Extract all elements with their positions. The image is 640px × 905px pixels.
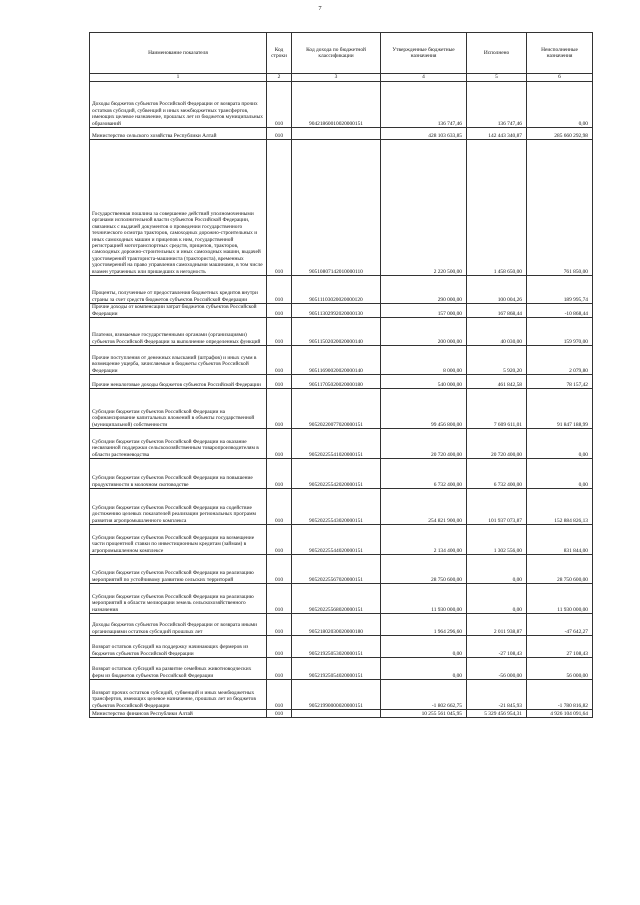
header-name: Наименование показателя [90,33,267,74]
row-executed: 167 868,44 [467,304,527,318]
row-line-code: 010 [267,584,292,614]
row-unexecuted: 78 157,42 [527,375,593,389]
row-unexecuted: 159 970,00 [527,318,593,346]
row-income-code: 90520225567020000151 [292,555,381,584]
table-row [90,389,593,429]
table-row [90,140,593,276]
row-executed: 100 004,26 [467,276,527,304]
row-unexecuted: 189 995,74 [527,276,593,304]
table-row [90,555,593,584]
row-unexecuted: 28 750 600,00 [527,555,593,584]
column-number: 5 [467,74,527,82]
page-number: 7 [318,5,322,12]
column-number-row [90,74,593,82]
header-executed: Исполнено [467,33,527,74]
table-row [90,636,593,658]
row-approved: 136 747,46 [381,82,467,128]
header-line-code: Код строки [267,33,292,74]
row-income-code: 90520225544020000151 [292,525,381,555]
header-unexecuted: Неисполненные назначения [527,33,593,74]
budget-revenue-table [89,32,593,718]
row-name: Прочие неналоговые доходы бюджетов субъектов Российской Федерации [90,375,267,389]
row-line-code: 010 [267,375,292,389]
table-row [90,680,593,710]
table-body [90,82,593,718]
row-income-code: 90511705020020000180 [292,375,381,389]
row-approved: 254 821 900,00 [381,489,467,525]
column-number: 6 [527,74,593,82]
row-unexecuted: 0,00 [527,459,593,489]
row-executed: 6 732 400,00 [467,459,527,489]
row-name: Субсидии бюджетам субъектов Российской Федерации на возмещение части процентной ставки по инвестиционным кредитам (займам) в агропромышленном комплексе [90,525,267,555]
row-unexecuted: 56 000,00 [527,658,593,680]
row-approved: 428 103 633,85 [381,128,467,140]
row-unexecuted: -10 868,44 [527,304,593,318]
table-row [90,525,593,555]
row-executed: -27 108,43 [467,636,527,658]
row-executed: 0,00 [467,555,527,584]
table-row [90,459,593,489]
row-approved: 2 220 500,00 [381,140,467,276]
row-name: Платежи, взимаемые государственными органами (организациями) субъектов Российской Федерации за выполнение определенных функций [90,318,267,346]
row-line-code: 010 [267,658,292,680]
table-row [90,304,593,318]
header-approved: Утвержденные бюджетные назначения [381,33,467,74]
row-executed: 101 937 073,87 [467,489,527,525]
row-approved: 0,00 [381,636,467,658]
row-line-code: 010 [267,555,292,584]
row-income-code: 90520225541020000151 [292,429,381,459]
row-income-code: 90521925053020000151 [292,636,381,658]
row-unexecuted: 2 079,80 [527,346,593,375]
row-executed: 2 011 938,87 [467,614,527,636]
row-name: Субсидии бюджетам субъектов Российской Федерации на оказание несвязанной поддержки сельскохозяйственным товаропроизводителям в области растениеводства [90,429,267,459]
row-unexecuted: -1 780 816,82 [527,680,593,710]
table-row [90,614,593,636]
row-line-code: 010 [267,636,292,658]
row-executed: 5 329 456 954,31 [467,710,527,718]
row-approved: 200 000,00 [381,318,467,346]
row-executed: 5 920,20 [467,346,527,375]
row-executed: 1 458 650,00 [467,140,527,276]
row-unexecuted: 152 884 826,13 [527,489,593,525]
row-income-code: 90521990000020000151 [292,680,381,710]
row-unexecuted: 11 930 000,00 [527,584,593,614]
row-name: Доходы бюджетов субъектов Российской Федерации от возврата иными организациями остатков субсидий прошлых лет [90,614,267,636]
row-executed: 40 030,00 [467,318,527,346]
row-income-code: 90511302992020000130 [292,304,381,318]
row-income-code [292,128,381,140]
row-name: Субсидии бюджетам субъектов Российской Федерации на софинансирование капитальных вложений в объекты государственной (муниципальной) собственности [90,389,267,429]
row-approved: 157 000,00 [381,304,467,318]
row-unexecuted: 27 108,43 [527,636,593,658]
row-executed: 1 302 556,00 [467,525,527,555]
row-name: Субсидии бюджетам субъектов Российской Федерации на повышение продуктивности в молочном скотоводстве [90,459,267,489]
row-unexecuted: -47 642,27 [527,614,593,636]
row-line-code: 010 [267,710,292,718]
table-row [90,489,593,525]
row-approved: 290 000,00 [381,276,467,304]
row-line-code: 010 [267,304,292,318]
row-unexecuted: 4 926 104 091,64 [527,710,593,718]
row-executed: 461 842,58 [467,375,527,389]
row-name: Прочие поступления от денежных взысканий (штрафов) и иных сумм в возмещение ущерба, зачисляемые в бюджеты субъектов Российской Федерации [90,346,267,375]
row-approved: 6 732 400,00 [381,459,467,489]
row-income-code: 90520225542020000151 [292,459,381,489]
row-name: Министерство финансов Республики Алтай [90,710,267,718]
row-name: Возврат прочих остатков субсидий, субвенций и иных межбюджетных трансфертов, имеющих целевое назначение, прошлых лет из бюджетов субъектов Российской Федерации [90,680,267,710]
row-name: Возврат остатков субсидий на поддержку начинающих фермеров из бюджетов субъектов Российской Федерации [90,636,267,658]
row-line-code: 010 [267,128,292,140]
row-executed: -21 845,93 [467,680,527,710]
table-row [90,584,593,614]
row-name: Субсидии бюджетам субъектов Российской Федерации на содействие достижению целевых показателей реализации региональных программ развития агропромышленного комплекса [90,489,267,525]
row-line-code: 010 [267,680,292,710]
column-number: 3 [292,74,381,82]
column-number: 2 [267,74,292,82]
table-row [90,346,593,375]
row-income-code: 90520220077020000151 [292,389,381,429]
row-approved: -1 802 662,75 [381,680,467,710]
row-approved: 10 255 561 045,95 [381,710,467,718]
row-executed: 136 747,46 [467,82,527,128]
row-approved: 540 000,00 [381,375,467,389]
row-line-code: 010 [267,389,292,429]
table-row [90,82,593,128]
row-line-code: 010 [267,82,292,128]
row-name: Проценты, полученные от предоставления бюджетных кредитов внутри страны за счет средств бюджетов субъектов Российской Федерации [90,276,267,304]
row-executed: -56 000,00 [467,658,527,680]
row-name: Субсидии бюджетам субъектов Российской Федерации на реализацию мероприятий по устойчивому развитию сельских территорий [90,555,267,584]
row-unexecuted: 0,00 [527,429,593,459]
row-line-code: 010 [267,489,292,525]
table-row [90,318,593,346]
row-income-code: 90511502020020000140 [292,318,381,346]
table-row [90,429,593,459]
row-unexecuted: 285 660 292,98 [527,128,593,140]
row-approved: 99 456 800,00 [381,389,467,429]
row-income-code: 90421860010020000151 [292,82,381,128]
row-executed: 142 443 340,87 [467,128,527,140]
table-row [90,128,593,140]
column-number: 4 [381,74,467,82]
row-line-code: 010 [267,346,292,375]
row-line-code: 010 [267,140,292,276]
row-income-code: 90520225543020000151 [292,489,381,525]
column-number: 1 [90,74,267,82]
row-approved: 0,00 [381,658,467,680]
row-income-code: 90521802030020000180 [292,614,381,636]
row-name: Министерство сельского хозяйства Республики Алтай [90,128,267,140]
row-unexecuted: 91 847 188,99 [527,389,593,429]
header-income-code: Код дохода по бюджетной классификации [292,33,381,74]
row-income-code: 90520225568020000151 [292,584,381,614]
table-header-row [90,33,593,74]
row-income-code [292,710,381,718]
row-approved: 20 720 400,00 [381,429,467,459]
row-approved: 1 964 296,60 [381,614,467,636]
row-approved: 2 134 400,00 [381,525,467,555]
row-name: Возврат остатков субсидий на развитие семейных животноводческих ферм из бюджетов субъектов Российской Федерации [90,658,267,680]
row-line-code: 010 [267,459,292,489]
row-name: Субсидии бюджетам субъектов Российской Федерации на реализацию мероприятий в области мелиорации земель сельскохозяйственного назначения [90,584,267,614]
table-row [90,710,593,718]
row-unexecuted: 761 850,00 [527,140,593,276]
row-executed: 0,00 [467,584,527,614]
table-row [90,658,593,680]
row-income-code: 90521925054020000151 [292,658,381,680]
row-unexecuted: 0,00 [527,82,593,128]
row-approved: 28 750 600,00 [381,555,467,584]
table-row [90,375,593,389]
row-executed: 7 609 611,01 [467,389,527,429]
row-line-code: 010 [267,318,292,346]
row-line-code: 010 [267,614,292,636]
row-approved: 8 000,00 [381,346,467,375]
row-line-code: 010 [267,429,292,459]
table-row [90,276,593,304]
row-line-code: 010 [267,276,292,304]
row-executed: 20 720 400,00 [467,429,527,459]
row-approved: 11 930 000,00 [381,584,467,614]
row-income-code: 90510807142010000110 [292,140,381,276]
row-name: Прочие доходы от компенсации затрат бюджетов субъектов Российской Федерации [90,304,267,318]
row-name: Доходы бюджетов субъектов Российской Федерации от возврата прочих остатков субсидий, субвенций и иных межбюджетных трансфертов, имеющих целевое назначение, прошлых лет из бюджетов муниципальных образований [90,82,267,128]
row-unexecuted: 831 844,00 [527,525,593,555]
row-line-code: 010 [267,525,292,555]
row-income-code: 90511690020020000140 [292,346,381,375]
row-income-code: 90511103020020000120 [292,276,381,304]
row-name: Государственная пошлина за совершение действий уполномоченными органами исполнительной власти субъектов Российской Федерации, связанных с выдачей документов о проведении государственного технического осмотра тракторов, самоходных дорожно-строительных и иных самоходных машин и прицепов к ним, государственной регистрацией мототранспортных средств, прицепов, тракторов, самоходных дорожно-строительных и иных самоходных машин, выдачей удостоверений тракториста-машиниста (тракториста), временных удостоверений на право управления самоходными машинами, в том числе взамен утраченных или пришедших в негодность [90,140,267,276]
